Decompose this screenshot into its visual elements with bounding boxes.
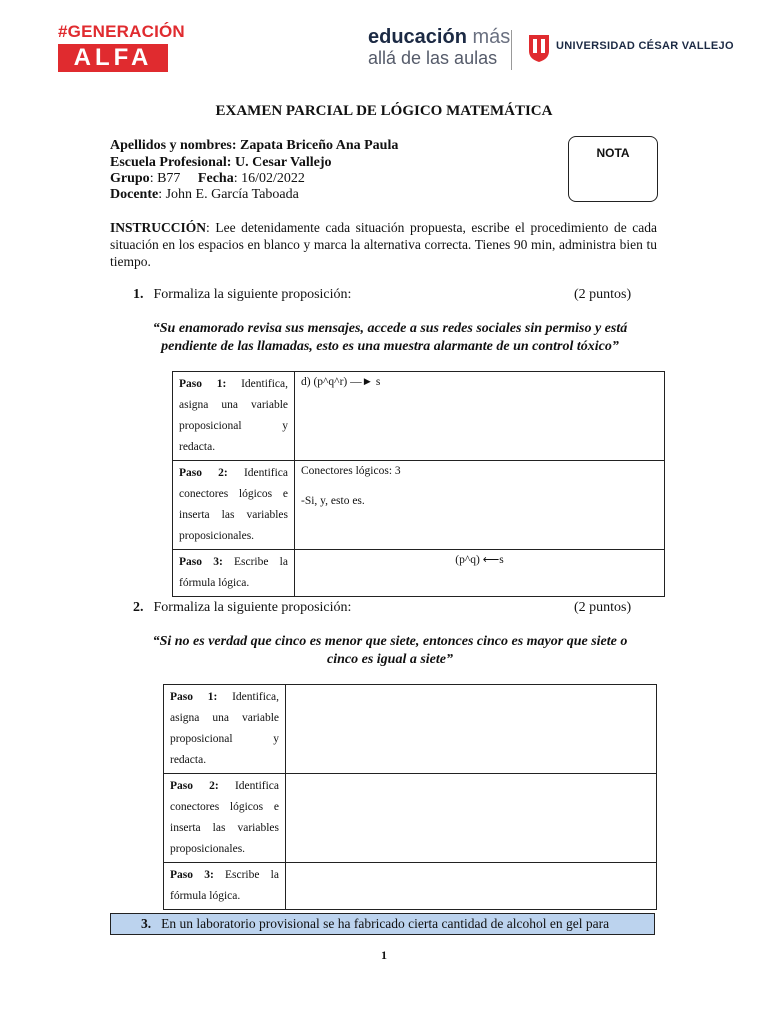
step-label [173, 372, 295, 461]
step-label [164, 863, 286, 910]
step-answer-cell[interactable] [286, 863, 657, 910]
group-label: Grupo [110, 171, 150, 186]
step-label-text: Identifica, asigna una variable proposicional y redacta. [179, 378, 288, 453]
question-1-prompt [133, 287, 351, 303]
instruction-text: : Lee detenidamente cada situación propuesta, escribe el procedimiento de cada situación en los espacios en blanco y marca la alternativa correcta. Tienes 90 min, administra bien tu tiempo. [110, 220, 657, 269]
question-1-quote: “Su enamorado revisa sus mensajes, accede a sus redes sociales sin permiso y está pendiente de las llamadas, esto es una muestra alarmante de un control tóxico” [152, 321, 628, 354]
question-2-prompt [133, 600, 351, 616]
step-label [164, 685, 286, 774]
question-2-points: (2 puntos) [574, 600, 632, 615]
group-date-line [110, 170, 305, 187]
school-label: Escuela Profesional: [110, 155, 232, 170]
exam-title: EXAMEN PARCIAL DE LÓGICO MATEMÁTICA [215, 103, 553, 119]
date-value: : 16/02/2022 [233, 171, 305, 186]
school-line [110, 154, 332, 171]
question-3-bar [110, 913, 655, 935]
step-label [164, 774, 286, 863]
step-label-text: Escribe la fórmula lógica. [179, 556, 288, 589]
name-value: Zapata Briceño Ana Paula [236, 138, 399, 153]
table-row [173, 461, 665, 550]
question-2-quote: “Si no es verdad que cinco es menor que siete, entonces cinco es mayor que siete o cinco es igual a siete” [152, 634, 628, 667]
teacher-line [110, 186, 299, 203]
step-answer-cell[interactable] [286, 774, 657, 863]
step-answer-cell[interactable] [286, 685, 657, 774]
step-label-bold: Paso 3: [179, 556, 223, 568]
teacher-label: Docente [110, 187, 159, 202]
edu-slogan-light: más [466, 26, 511, 48]
table-row [164, 774, 657, 863]
step-label-bold: Paso 3: [170, 869, 214, 881]
step-label-text: Identifica conectores lógicos e inserta las variables proposicionales. [179, 467, 288, 542]
question-3-text: En un laboratorio provisional se ha fabricado cierta cantidad de alcohol en gel para [161, 916, 610, 931]
date-label: Fecha [197, 171, 234, 186]
edu-slogan-bold: educación [368, 26, 467, 48]
step-label-text: Identifica conectores lógicos e inserta las variables proposicionales. [170, 780, 279, 855]
instruction [110, 219, 657, 270]
step-label [173, 461, 295, 550]
step-answer-line: d) (p^q^r) —► s [301, 376, 381, 388]
generacion-alfa-tag: #GENERACIÓN [58, 22, 185, 41]
instruction-label: INSTRUCCIÓN [110, 220, 207, 235]
header-divider [511, 30, 512, 70]
step-label-bold: Paso 1: [170, 691, 218, 703]
page-number: 1 [381, 948, 387, 962]
step-label [173, 550, 295, 597]
table-row [173, 550, 665, 597]
table-row [173, 372, 665, 461]
step-label-text: Escribe la fórmula lógica. [170, 869, 279, 902]
step-answer-line: -Si, y, esto es. [301, 495, 365, 507]
question-1-text: Formaliza la siguiente proposición: [153, 287, 352, 302]
edu-slogan-line2: allá de las aulas [368, 48, 498, 68]
question-2-number: 2. [133, 600, 144, 615]
question-2-text: Formaliza la siguiente proposición: [153, 600, 352, 615]
table-row [164, 685, 657, 774]
question-1-steps-table [172, 371, 665, 597]
ucv-name: UNIVERSIDAD CÉSAR VALLEJO [556, 40, 734, 52]
step-answer-cell[interactable] [295, 372, 665, 461]
step-label-text: Identifica, asigna una variable proposicional y redacta. [170, 691, 279, 766]
step-label-bold: Paso 2: [170, 780, 219, 792]
alfa-logo: ALFA [58, 44, 168, 72]
table-row [164, 863, 657, 910]
step-label-bold: Paso 1: [179, 378, 227, 390]
question-1-number: 1. [133, 287, 144, 302]
group-value: : B77 [149, 171, 181, 186]
student-name-line [110, 137, 398, 154]
teacher-value: : John E. García Taboada [158, 187, 299, 202]
question-3-number: 3. [141, 916, 152, 931]
question-1-points: (2 puntos) [574, 287, 632, 302]
step-label-bold: Paso 2: [179, 467, 228, 479]
step-answer-cell[interactable] [295, 461, 665, 550]
question-2-steps-table [163, 684, 657, 910]
step-answer-line: (p^q) ⟵s [455, 554, 504, 566]
grade-label: NOTA [596, 146, 630, 160]
step-answer-line: Conectores lógicos: 3 [301, 465, 401, 477]
name-label: Apellidos y nombres: [110, 138, 237, 153]
ucv-shield-icon [527, 33, 551, 63]
school-value: U. Cesar Vallejo [231, 155, 332, 170]
edu-slogan-line1 [368, 26, 510, 49]
step-answer-cell[interactable] [295, 550, 665, 597]
